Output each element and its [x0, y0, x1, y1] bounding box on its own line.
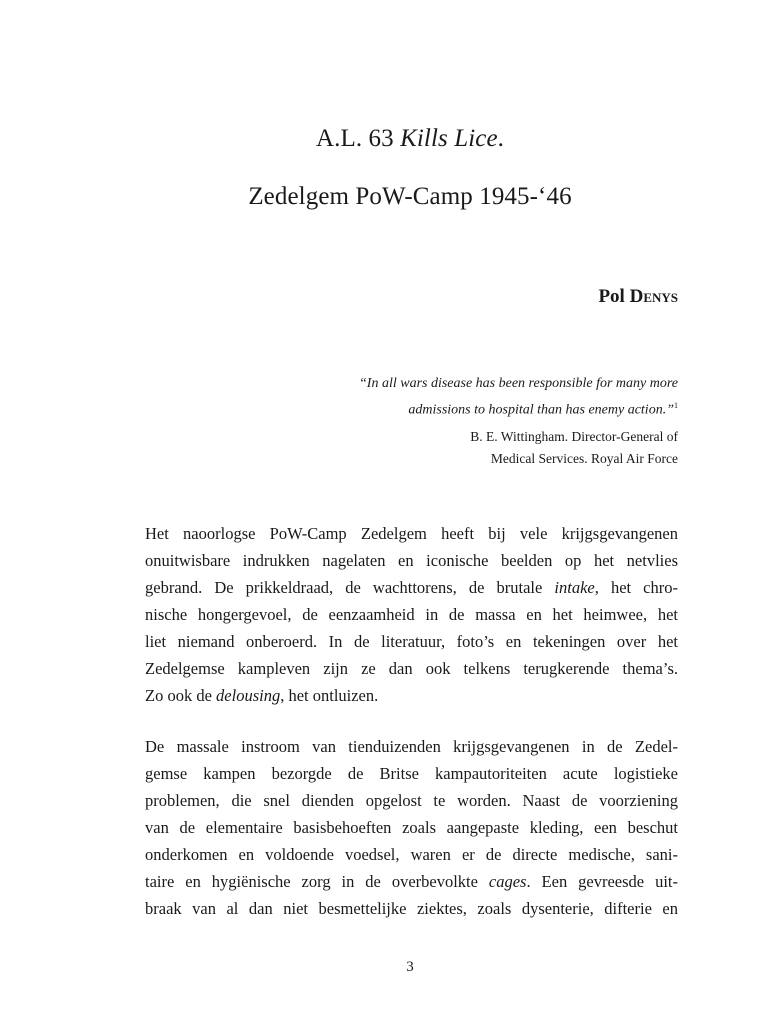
- text-run: , het ontluizen.: [280, 686, 379, 705]
- epigraph-quote: [278, 373, 678, 422]
- attribution-line-2: Medical Services. Royal Air Force: [490, 451, 678, 466]
- text-line: van de elementaire basisbehoeften zoals aangepaste kleding, een beschut: [145, 818, 678, 837]
- attribution-line-1: B. E. Wittingham. Director-General of: [470, 429, 678, 444]
- italic-term: cages: [488, 872, 527, 891]
- text-line: liet niemand onberoerd. In de literatuur, foto’s en tekeningen over het: [145, 632, 678, 651]
- body-paragraph-1: [145, 520, 678, 709]
- italic-term: intake: [554, 578, 595, 597]
- text-run: , het chro-: [594, 578, 678, 597]
- italic-term: delousing: [216, 686, 281, 705]
- text-line: onuitwisbare indrukken nagelaten en iconische beelden op het netvlies: [145, 551, 678, 570]
- author-first-name: Pol: [598, 286, 625, 307]
- author-name: [598, 286, 678, 308]
- text-line: De massale instroom van tienduizenden krijgsgevangenen in de Zedel-: [145, 737, 678, 756]
- text-line: problemen, die snel dienden opgelost te worden. Naast de voorziening: [145, 791, 678, 810]
- text-line: onderkomen en voldoende voedsel, waren er de directe medische, sani-: [145, 845, 678, 864]
- text-line: gemse kampen bezorgde de Britse kampautoriteiten acute logistieke: [145, 764, 678, 783]
- text-line: [145, 682, 678, 709]
- footnote-marker: 1: [674, 401, 678, 410]
- text-run: . Een gevreesde uit-: [526, 872, 678, 891]
- text-run: taire en hygiënische zorg in de overbevolkte: [145, 872, 489, 891]
- epigraph-attribution: [318, 426, 678, 470]
- author-last-name: Denys: [629, 286, 678, 307]
- text-line: Het naoorlogse PoW-Camp Zedelgem heeft bij vele krijgsgevangenen: [145, 524, 678, 543]
- text-line: [145, 868, 678, 895]
- article-title-line-1: [0, 125, 768, 153]
- article-title-line-2: Zedelgem PoW-Camp 1945-‘46: [248, 183, 572, 210]
- text-line: [145, 574, 678, 601]
- title-suffix: .: [497, 125, 505, 152]
- text-run: Zo ook de: [145, 686, 217, 705]
- text-line: Zedelgemse kampleven zijn ze dan ook telkens terugkerende thema’s.: [145, 659, 678, 678]
- page-number: 3: [406, 959, 414, 975]
- text-run: gebrand. De prikkeldraad, de wachttorens, de brutale: [145, 578, 555, 597]
- text-line: nische hongergevoel, de eenzaamheid in de massa en het heimwee, het: [145, 605, 678, 624]
- title-prefix: A.L. 63: [315, 125, 401, 152]
- body-paragraph-2: [145, 733, 678, 922]
- title-italic: Kills Lice: [400, 125, 498, 152]
- epigraph-line-2: admissions to hospital than has enemy action.”: [408, 402, 674, 418]
- epigraph-line-1: “In all wars disease has been responsible for many more: [359, 376, 678, 391]
- text-line: braak van al dan niet besmettelijke ziektes, zoals dysenterie, difterie en: [145, 899, 678, 918]
